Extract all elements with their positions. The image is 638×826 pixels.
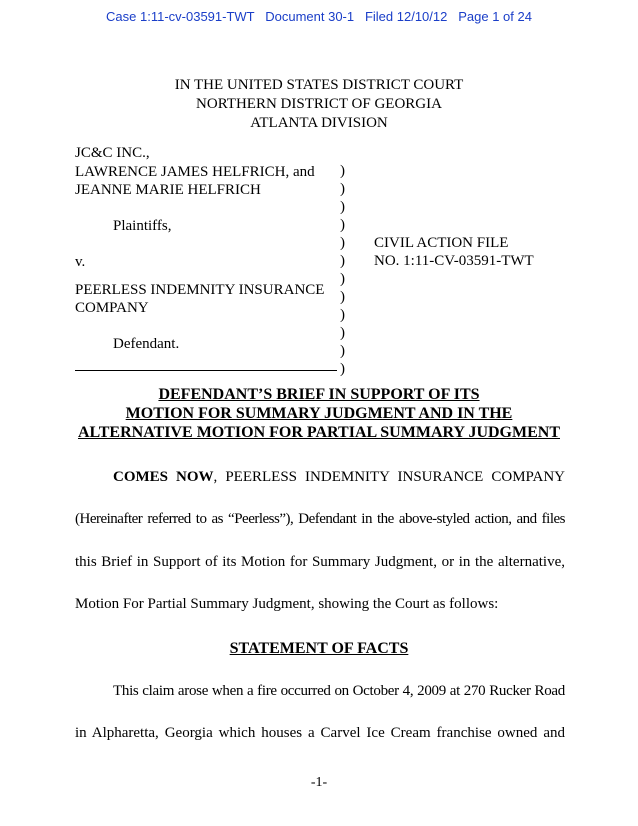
paren: ) bbox=[340, 217, 345, 233]
paren: ) bbox=[340, 361, 345, 377]
paren: ) bbox=[340, 163, 345, 179]
page-number: -1- bbox=[310, 775, 328, 790]
paren: ) bbox=[340, 343, 345, 359]
court-line-3: ATLANTA DIVISION bbox=[250, 115, 388, 131]
paren: ) bbox=[340, 271, 345, 287]
court-line-2: NORTHERN DISTRICT OF GEORGIA bbox=[196, 96, 442, 112]
para2-line-2: in Alpharetta, Georgia which houses a Carvel Ice Cream franchise owned and bbox=[75, 725, 565, 741]
case-number: Case 1:11-cv-03591-TWT bbox=[106, 9, 255, 24]
paren: ) bbox=[340, 325, 345, 341]
page-count: Page 1 of 24 bbox=[458, 9, 532, 24]
section-heading: STATEMENT OF FACTS bbox=[229, 640, 409, 657]
paren: ) bbox=[340, 181, 345, 197]
civil-action-label: CIVIL ACTION FILE bbox=[374, 235, 509, 251]
paren: ) bbox=[340, 199, 345, 215]
defendant-line-1: PEERLESS INDEMNITY INSURANCE bbox=[75, 282, 325, 298]
paren: ) bbox=[340, 235, 345, 251]
para1-line-1 bbox=[75, 469, 565, 486]
para1-line-2: (Hereinafter referred to as “Peerless”), Defendant in the above-styled action, and files bbox=[75, 511, 565, 527]
title-line-3: ALTERNATIVE MOTION FOR PARTIAL SUMMARY JUDGMENT bbox=[77, 424, 560, 441]
paren: ) bbox=[340, 307, 345, 323]
defendant-label: Defendant. bbox=[113, 336, 180, 352]
para1-line-1-rest: , PEERLESS INDEMNITY INSURANCE COMPANY bbox=[213, 469, 565, 485]
para1-line-3: this Brief in Support of its Motion for Summary Judgment, or in the alternative, bbox=[75, 554, 565, 570]
court-heading bbox=[0, 76, 638, 133]
ecf-header-stamp bbox=[0, 9, 638, 24]
court-line-1: IN THE UNITED STATES DISTRICT COURT bbox=[174, 77, 464, 93]
filed-date: Filed 12/10/12 bbox=[364, 9, 448, 24]
caption-rule bbox=[75, 370, 337, 371]
plaintiff-line-2: LAWRENCE JAMES HELFRICH, and bbox=[75, 164, 315, 180]
title-line-1: DEFENDANT’S BRIEF IN SUPPORT OF ITS bbox=[158, 386, 480, 403]
versus: v. bbox=[75, 254, 86, 270]
para2-line-1: This claim arose when a fire occurred on October 4, 2009 at 270 Rucker Road bbox=[113, 683, 565, 699]
title-line-2: MOTION FOR SUMMARY JUDGMENT AND IN THE bbox=[125, 405, 513, 422]
comes-now: COMES NOW bbox=[113, 469, 214, 485]
plaintiffs-label: Plaintiffs, bbox=[113, 218, 172, 234]
paren: ) bbox=[340, 289, 345, 305]
plaintiff-line-3: JEANNE MARIE HELFRICH bbox=[75, 182, 261, 198]
document-number: Document 30-1 bbox=[265, 9, 355, 24]
brief-title bbox=[0, 385, 638, 442]
para1-line-4: Motion For Partial Summary Judgment, showing the Court as follows: bbox=[75, 596, 499, 612]
plaintiff-line-1: JC&C INC., bbox=[75, 145, 150, 161]
civil-action-number: NO. 1:11-CV-03591-TWT bbox=[374, 253, 534, 269]
defendant-line-2: COMPANY bbox=[75, 300, 149, 316]
paren: ) bbox=[340, 253, 345, 269]
